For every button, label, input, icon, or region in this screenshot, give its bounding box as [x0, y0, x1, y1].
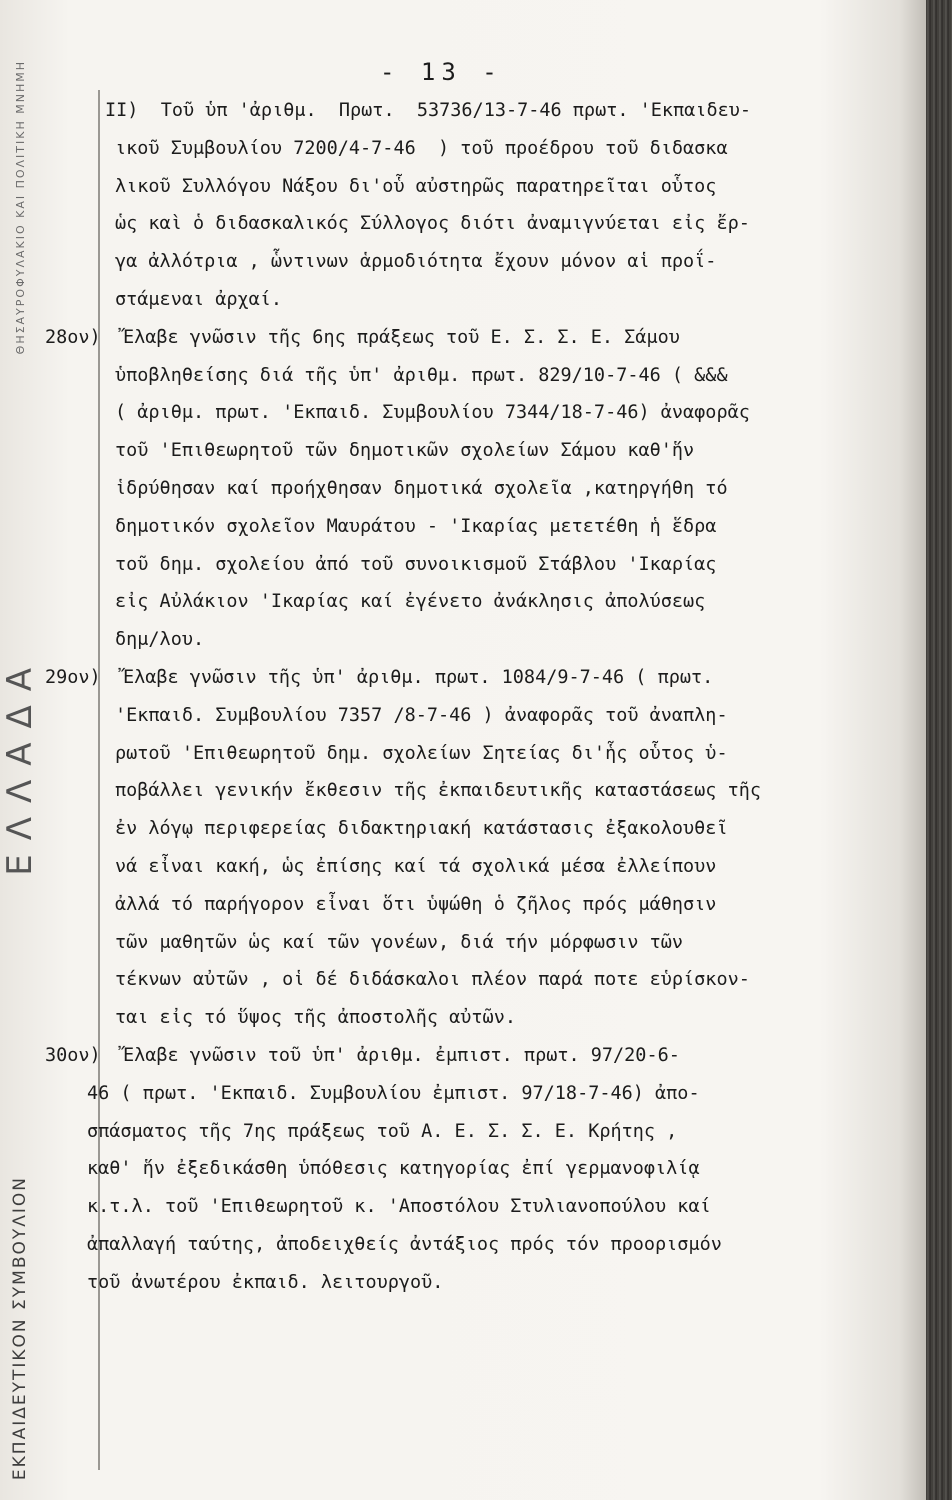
- text-line: 'Εκπαιδ. Συμβουλίου 7357 /8-7-46 ) ἀναφορᾶς τοῦ ἀναπλη-: [115, 704, 728, 726]
- text-line: ἀπαλλαγή ταύτης, ἀποδειχθείς ἀντάξιος πρός τόν προορισμόν: [87, 1233, 722, 1255]
- text-line: ποβάλλει γενικήν ἔκθεσιν τῆς ἐκπαιδευτικῆς καταστάσεως τῆς: [115, 780, 762, 802]
- text-line: τοῦ 'Επιθεωρητοῦ τῶν δημοτικῶν σχολείων Σάμου καθ'ἥν: [115, 440, 695, 462]
- text-line: ικοῦ Συμβουλίου 7200/4-7-46 ) τοῦ προέδρου τοῦ διδασκα: [115, 137, 728, 159]
- text-line: τοῦ δημ. σχολείου ἀπό τοῦ συνοικισμοῦ Στάβλου 'Ικαρίας: [115, 553, 717, 575]
- text-line: II) Τοῦ ὑπ 'ἀριθμ. Πρωτ. 53736/13-7-46 πρωτ. 'Εκπαιδευ-: [105, 100, 752, 121]
- text-line: ὑποβληθείσης διά τῆς ὑπ' ἀριθμ. πρωτ. 829/10-7-46 ( &&&: [115, 364, 728, 386]
- text-line: 30ον) Ἔλαβε γνῶσιν τοῦ ὑπ' ἀριθμ. ἐμπιστ. πρωτ. 97/20-6-: [45, 1044, 680, 1066]
- text-line: ται εἰς τό ὕψος τῆς ἀποστολῆς αὐτῶν.: [115, 1007, 516, 1029]
- text-line: δημοτικόν σχολεῖον Μαυράτου - 'Ικαρίας μετετέθη ἡ ἕδρα: [115, 515, 717, 537]
- text-line: εἰς Αὐλάκιον 'Ικαρίας καί ἐγένετο ἀνάκλησις ἀπολύσεως: [115, 591, 706, 613]
- text-line: καθ' ἥν ἐξεδικάσθη ὑπόθεσις κατηγορίας ἐπί γερμανοφιλίᾳ: [87, 1158, 700, 1180]
- text-line: γα ἀλλότρια , ὧντινων ἁρμοδιότητα ἔχουν μόνον αἱ προΐ-: [115, 251, 717, 273]
- text-line: ἱδρύθησαν καί προήχθησαν δημοτικά σχολεῖα ,κατηργήθη τό: [115, 477, 728, 499]
- text-line: δημ/λου.: [115, 629, 205, 651]
- text-line: τέκνων αὐτῶν , οἱ δέ διδάσκαλοι πλέον παρά ποτε εὑρίσκον-: [115, 969, 750, 991]
- page-number: - 13 -: [380, 58, 503, 86]
- text-line: 29ον) Ἔλαβε γνῶσιν τῆς ὑπ' ἀριθμ. πρωτ. 1084/9-7-46 ( πρωτ.: [45, 666, 714, 688]
- margin-middle-text: ΕΛΛΑΔΑ: [0, 654, 40, 877]
- text-line: ρωτοῦ 'Επιθεωρητοῦ δημ. σχολείων Σητείας δι'ἧς οὗτος ὑ-: [115, 742, 728, 764]
- margin-stamp: [0, 60, 40, 1480]
- text-line: νά εἶναι κακή, ὡς ἐπίσης καί τά σχολικά μέσα ἐλλείπουν: [115, 855, 717, 877]
- text-line: ( ἀριθμ. πρωτ. 'Εκπαιδ. Συμβουλίου 7344/18-7-46) ἀναφορᾶς: [115, 402, 750, 424]
- text-line: ἐν λόγῳ περιφερείας διδακτηριακή κατάστασις ἐξακολουθεῖ: [115, 818, 728, 840]
- text-line: τῶν μαθητῶν ὡς καί τῶν γονέων, διά τήν μόρφωσιν τῶν: [115, 931, 684, 953]
- margin-bottom-text: ΕΚΠΑΙΔΕΥΤΙΚΟΝ ΣΥΜΒΟΥΛΙΟΝ: [10, 1175, 30, 1480]
- text-line: στάμεναι ἀρχαί.: [115, 288, 283, 310]
- text-line: 28ον) Ἔλαβε γνῶσιν τῆς 6ης πράξεως τοῦ Ε. Σ. Σ. Ε. Σάμου: [45, 326, 680, 348]
- text-line: κ.τ.λ. τοῦ 'Επιθεωρητοῦ κ. 'Αποστόλου Στυλιανοπούλου καί: [87, 1196, 711, 1218]
- text-line: σπάσματος τῆς 7ης πράξεως τοῦ Α. Ε. Σ. Σ. Ε. Κρήτης ,: [87, 1120, 678, 1142]
- text-line: 46 ( πρωτ. 'Εκπαιδ. Συμβουλίου ἐμπιστ. 97/18-7-46) ἀπο-: [87, 1082, 700, 1104]
- text-line: λικοῦ Συλλόγου Νάξου δι'οὗ αὐστηρῶς παρατηρεῖται οὗτος: [115, 175, 717, 197]
- text-line: τοῦ ἀνωτέρου ἐκπαιδ. λειτουργοῦ.: [87, 1271, 444, 1293]
- typed-text-block: [45, 92, 910, 1302]
- margin-top-text: ΘΗΣΑΥΡΟΦΥΛΑΚΙΟ ΚΑΙ ΠΟΛΙΤΙΚΗ ΜΝΗΜΗ: [13, 60, 27, 355]
- book-binding: [926, 0, 952, 1500]
- text-line: ὡς καὶ ὁ διδασκαλικός Σύλλογος διότι ἀναμιγνύεται εἰς ἔρ-: [115, 213, 750, 235]
- text-line: ἀλλά τό παρήγορον εἶναι ὅτι ὑψώθη ὁ ζῆλος πρός μάθησιν: [115, 893, 717, 915]
